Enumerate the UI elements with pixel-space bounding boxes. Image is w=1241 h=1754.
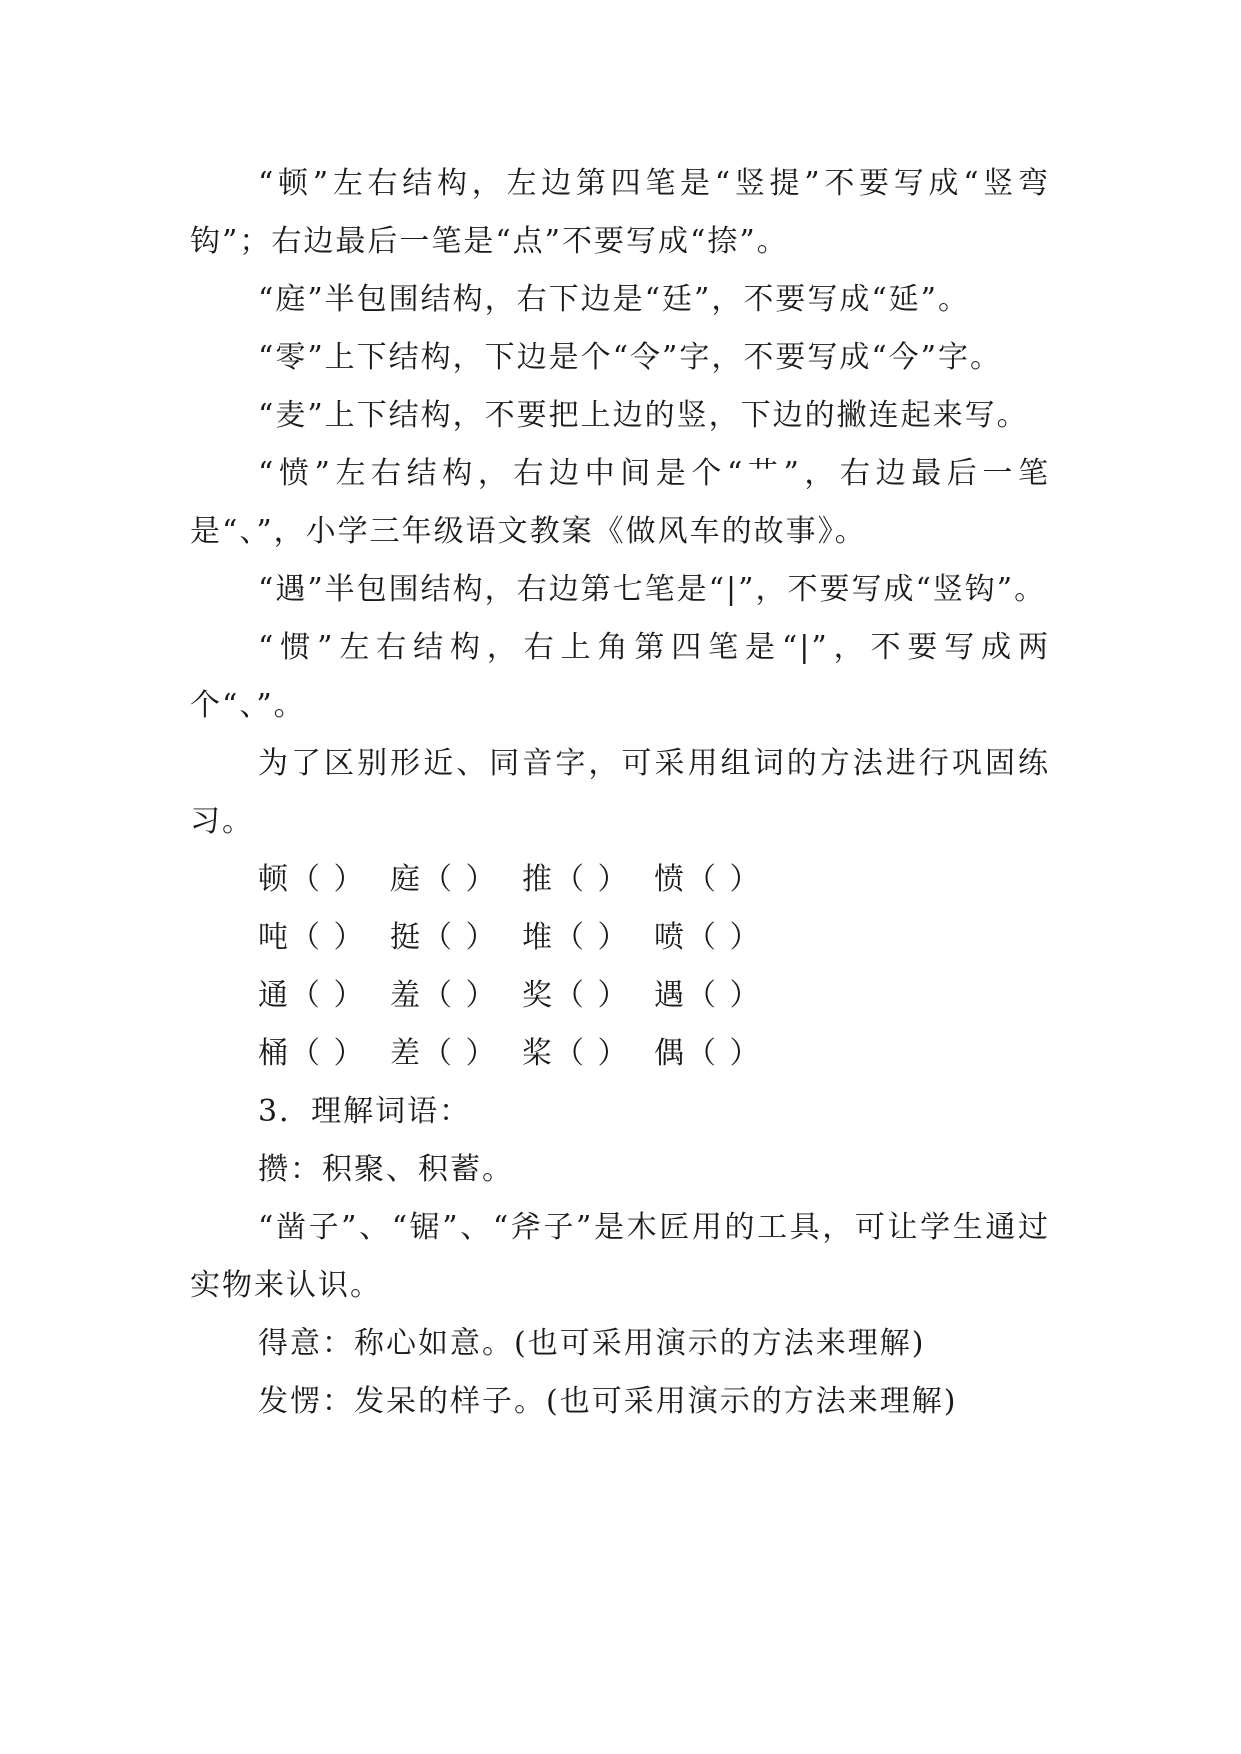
exercise-cell: 顿（ ） — [258, 862, 366, 897]
exercise-row — [258, 909, 1050, 967]
exercise-row — [258, 851, 1050, 909]
exercise-cell: 差（ ） — [390, 1036, 498, 1071]
paragraph-ting: “庭”半包围结构，右下边是“廷”，不要写成“延”。 — [258, 282, 971, 317]
paragraph-practice-intro: 为了区别形近、同音字，可采用组词的方法进行巩固练习。 — [190, 746, 1050, 839]
exercise-cell: 桨（ ） — [522, 1036, 630, 1071]
paragraph-tools: “凿子”、“锯”、“斧子”是木匠用的工具，可让学生通过实物来认识。 — [190, 1210, 1050, 1303]
paragraph-mai: “麦”上下结构，不要把上边的竖，下边的撇连起来写。 — [258, 398, 1029, 433]
exercise-cell: 遇（ ） — [654, 978, 762, 1013]
exercise-cell: 奖（ ） — [522, 978, 630, 1013]
exercise-cell: 喷（ ） — [654, 920, 762, 955]
definition-faleng: 发愣：发呆的样子。(也可采用演示的方法来理解) — [258, 1384, 958, 1419]
section-heading: 3．理解词语： — [258, 1094, 472, 1129]
exercise-cell: 通（ ） — [258, 978, 366, 1013]
paragraph-yu: “遇”半包围结构，右边第七笔是“|”，不要写成“竖钩”。 — [258, 572, 1047, 607]
paragraph-guan: “惯”左右结构，右上角第四笔是“|”，不要写成两个“、”。 — [190, 630, 1050, 723]
paragraph-dun: “顿”左右结构，左边第四笔是“竖提”不要写成“竖弯钩”；右边最后一笔是“点”不要写成“捺”。 — [190, 166, 1050, 259]
paragraph-ling: “零”上下结构，下边是个“令”字，不要写成“今”字。 — [258, 340, 1003, 375]
exercise-cell: 庭（ ） — [390, 862, 498, 897]
exercise-cell: 挺（ ） — [390, 920, 498, 955]
exercise-cell: 推（ ） — [522, 862, 630, 897]
exercise-cell: 偶（ ） — [654, 1036, 762, 1071]
definition-deyi: 得意：称心如意。(也可采用演示的方法来理解) — [258, 1326, 926, 1361]
exercise-cell: 愤（ ） — [654, 862, 762, 897]
paragraph-fen: “愤”左右结构，右边中间是个“艹”，右边最后一笔是“、”，小学三年级语文教案《做风车的故事》。 — [190, 456, 1050, 549]
definition-zan: 攒：积聚、积蓄。 — [258, 1152, 514, 1187]
exercise-cell: 堆（ ） — [522, 920, 630, 955]
exercise-row — [258, 1025, 1050, 1083]
document-page — [190, 155, 1050, 1431]
word-exercise-grid — [190, 851, 1050, 1083]
exercise-cell: 羞（ ） — [390, 978, 498, 1013]
exercise-row — [258, 967, 1050, 1025]
exercise-cell: 桶（ ） — [258, 1036, 366, 1071]
exercise-cell: 吨（ ） — [258, 920, 366, 955]
